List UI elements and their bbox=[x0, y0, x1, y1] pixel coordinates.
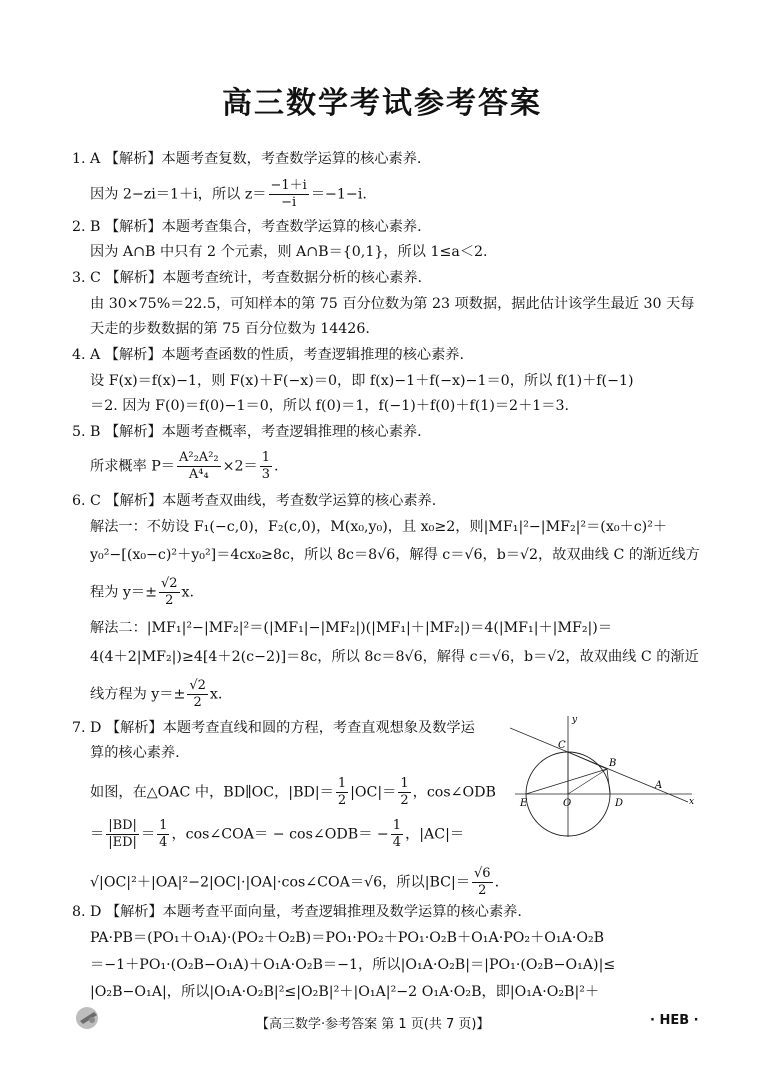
q6-line3 bbox=[90, 576, 194, 609]
q6-line2: y₀²−[(x₀−c)²＋y₀²]＝4cx₀≥8c，所以 8c＝8√6，解得 c＝√6，b＝√2，故双曲线 C 的渐近线方 bbox=[90, 547, 700, 563]
q8-line1: PA·PB＝(PO₁＋O₁A)·(PO₂＋O₂B)＝PO₁·PO₂＋PO₁·O₂B＋O₁A·PO₂＋O₁A·O₂B bbox=[90, 930, 605, 946]
page-footer bbox=[0, 1011, 764, 1033]
q5-fraction1 bbox=[177, 450, 221, 483]
q7-frac1-num: 1 bbox=[337, 776, 347, 791]
q3-line1: 由 30×75%＝22.5，可知样本的第 75 百分位数为第 23 项数据，据此估计该学生最近 30 天每 bbox=[90, 296, 695, 312]
q6-line6 bbox=[90, 678, 222, 711]
footer-page-info: 【高三数学·参考答案 第 1 页(共 7 页)】 bbox=[256, 1017, 490, 1032]
segment-cb bbox=[568, 752, 607, 769]
q4-line1: 设 F(x)＝f(x)−1，则 F(x)＋F(−x)＝0，即 f(x)−1＋f(−x)−1＝0，所以 f(1)＋f(−1) bbox=[90, 373, 634, 389]
q7-frac3 bbox=[106, 818, 139, 851]
q7-l1-text-c: ，cos∠ODB bbox=[412, 784, 496, 801]
q5-text-b: ×2＝ bbox=[222, 458, 258, 475]
q7-frac5-den: 4 bbox=[392, 835, 402, 850]
label-c: C bbox=[558, 740, 566, 751]
label-o: O bbox=[563, 798, 572, 809]
q7-frac4-num: 1 bbox=[159, 818, 168, 833]
q7-l2-text-a: ＝ bbox=[90, 826, 105, 843]
q1-text-b: ＝−1−i. bbox=[310, 186, 367, 203]
label-d: D bbox=[615, 798, 624, 809]
label-e: E bbox=[520, 798, 528, 809]
q4-line2: ＝2. 因为 F(0)＝f(0)−1＝0，所以 f(0)＝1，f(−1)＋f(0)＋f(1)＝2＋1＝3. bbox=[90, 398, 570, 414]
q5-text-a: 所求概率 P＝ bbox=[90, 458, 175, 475]
q7-frac2-den: 2 bbox=[400, 793, 409, 808]
q6-l6-den: 2 bbox=[193, 695, 202, 710]
q8-line3: |O₂B−O₁A|，所以|O₁A·O₂B|²≤|O₂B|²＋|O₁A|²−2 O₁A·O₂B，即|O₁A·O₂B|²＋ bbox=[90, 984, 600, 1000]
q1-frac-den: −i bbox=[281, 195, 297, 210]
q7-frac1-den: 2 bbox=[337, 793, 347, 808]
q7-frac5-num: 1 bbox=[392, 818, 402, 833]
q1-line1 bbox=[90, 178, 367, 211]
q7-frac2-num: 1 bbox=[400, 776, 409, 791]
q7-frac1 bbox=[336, 776, 348, 809]
q5-frac1-num: A²₂A²₂ bbox=[179, 450, 219, 465]
segment-bd bbox=[607, 769, 610, 794]
segment-ob bbox=[568, 769, 607, 794]
q3-heading: 3. C 【解析】本题考查统计，考查数据分析的核心素养. bbox=[72, 270, 423, 286]
q7-frac4-den: 4 bbox=[159, 835, 168, 850]
q7-frac6 bbox=[472, 866, 493, 899]
label-y: y bbox=[572, 715, 578, 725]
q6-line4: 解法二：|MF₁|²−|MF₂|²＝(|MF₁|−|MF₂|)(|MF₁|＋|MF₂|)＝4(|MF₁|＋|MF₂|)＝ bbox=[90, 620, 613, 636]
q2-line1: 因为 A∩B 中只有 2 个元素，则 A∩B＝{0,1}，所以 1≤a＜2. bbox=[90, 244, 488, 260]
q6-line5: 4(4＋2|MF₂|)≥4[4＋2(c−2)]＝8c，所以 8c＝8√6，解得 c＝√6，b＝√2，故双曲线 C 的渐近 bbox=[90, 649, 699, 665]
q5-heading: 5. B 【解析】本题考查概率，考查逻辑推理的核心素养. bbox=[72, 424, 422, 440]
q6-l3-text-a: 程为 y＝± bbox=[90, 584, 157, 601]
q7-frac3-den: |ED| bbox=[108, 835, 137, 850]
q7-frac6-num: √6 bbox=[474, 866, 491, 881]
q7-line2 bbox=[90, 818, 464, 851]
q6-l6-num: √2 bbox=[189, 678, 206, 693]
q6-l3-fraction bbox=[159, 576, 180, 609]
q7-l1-text-b: |OC|＝ bbox=[350, 784, 397, 801]
q7-frac4 bbox=[157, 818, 169, 851]
q1-text-a: 因为 2−zi＝1＋i，所以 z＝ bbox=[90, 186, 267, 203]
q1-fraction bbox=[269, 178, 309, 211]
q7-l3-text-b: . bbox=[494, 874, 500, 891]
q7-line3 bbox=[90, 866, 499, 899]
q7-l2-text-b: ＝ bbox=[140, 826, 156, 843]
q7-l3-text-a: √|OC|²＋|OA|²−2|OC|·|OA|·cos∠COA＝√6，所以|BC|＝ bbox=[90, 874, 471, 891]
q4-heading: 4. A 【解析】本题考查函数的性质，考查逻辑推理的核心素养. bbox=[72, 347, 465, 363]
q1-heading: 1. A 【解析】本题考查复数，考查数学运算的核心素养. bbox=[72, 151, 422, 167]
q7-frac5 bbox=[391, 818, 403, 851]
q7-frac2 bbox=[398, 776, 410, 809]
q6-l3-den: 2 bbox=[165, 593, 174, 608]
q5-fraction2 bbox=[260, 450, 272, 483]
q7-heading2: 算的核心素养. bbox=[90, 745, 180, 761]
q6-heading: 6. C 【解析】本题考查双曲线，考查数学运算的核心素养. bbox=[72, 493, 437, 509]
label-b: B bbox=[609, 758, 617, 769]
q7-frac3-num: |BD| bbox=[108, 818, 137, 833]
q1-frac-num: −1＋i bbox=[270, 178, 307, 193]
q7-l2-text-d: ，|AC|＝ bbox=[405, 826, 465, 843]
q7-geometry-figure bbox=[510, 712, 700, 842]
q2-heading: 2. B 【解析】本题考查集合，考查数学运算的核心素养. bbox=[72, 219, 422, 235]
q8-line2: ＝−1＋PO₁·(O₂B−O₁A)＋O₁A·O₂B＝−1，所以|O₁A·O₂B|＝|PO₁·(O₂B−O₁A)|≤ bbox=[90, 957, 616, 973]
q5-line1 bbox=[90, 450, 279, 483]
q8-heading: 8. D 【解析】本题考查平面向量，考查逻辑推理及数学运算的核心素养. bbox=[72, 904, 522, 920]
q6-line1: 解法一：不妨设 F₁(−c,0)，F₂(c,0)，M(x₀,y₀)，且 x₀≥2，则|MF₁|²−|MF₂|²＝(x₀＋c)²＋ bbox=[90, 519, 668, 535]
q6-l6-text-a: 线方程为 y＝± bbox=[90, 686, 186, 703]
q5-text-c: . bbox=[274, 458, 279, 475]
q6-l6-text-b: x. bbox=[209, 686, 223, 703]
q5-frac1-den: A⁴₄ bbox=[188, 467, 209, 482]
label-a: A bbox=[655, 780, 663, 791]
q7-l1-text-a: 如图，在△OAC 中，BD∥OC，|BD|＝ bbox=[90, 784, 334, 801]
footer-code: · HEB · bbox=[650, 1013, 699, 1028]
q7-heading: 7. D 【解析】本题考查直线和圆的方程，考查直观想象及数学运 bbox=[72, 720, 475, 736]
q7-frac6-den: 2 bbox=[478, 883, 487, 898]
q5-frac2-num: 1 bbox=[261, 450, 271, 465]
q6-l3-text-b: x. bbox=[181, 584, 195, 601]
q5-frac2-den: 3 bbox=[261, 467, 271, 482]
q6-l3-num: √2 bbox=[160, 576, 178, 591]
q7-line1 bbox=[90, 776, 496, 809]
q7-l2-text-c: ，cos∠COA＝ − cos∠ODB＝ − bbox=[171, 826, 389, 843]
page-title: 高三数学考试参考答案 bbox=[222, 86, 542, 121]
q6-l6-fraction bbox=[187, 678, 208, 711]
segment-eb bbox=[526, 769, 607, 794]
q3-line2: 天走的步数数据的第 75 百分位数为 14426. bbox=[90, 321, 370, 337]
label-x: x bbox=[689, 797, 695, 807]
